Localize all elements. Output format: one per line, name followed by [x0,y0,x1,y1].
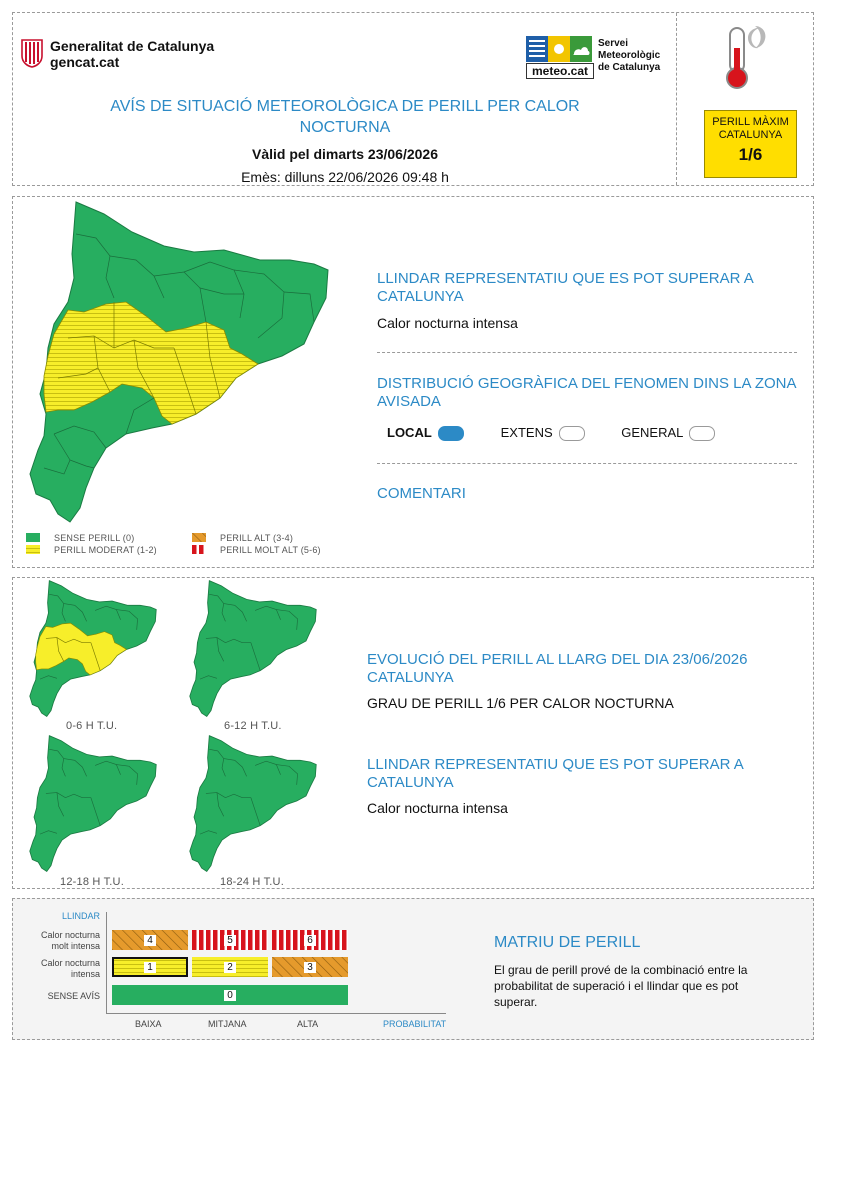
smc-name-1: Servei [598,38,629,49]
legend-high-label: PERILL ALT (3-4) [220,533,294,543]
gencat-emblem-icon [20,38,44,68]
distribution-local[interactable] [387,425,497,441]
distribution-title: DISTRIBUCIÓ GEOGRÀFICA DEL FENOMEN DINS LA ZONA AVISADA [377,375,796,410]
matrix-cell-0-value: 0 [224,990,236,1001]
legend-swatch-green [26,533,40,542]
matrix-row1-label [20,930,100,952]
matrix-cell-2-value: 2 [224,962,236,973]
matrix-x-baixa: BAIXA [135,1019,162,1029]
matrix-cell-0 [112,985,348,1005]
threshold-title: LLINDAR REPRESENTATIU QUE ES POT SUPERAR A CATALUNYA [377,270,753,305]
distribution-local-label: LOCAL [387,425,432,440]
max-hazard-value: 1/6 [738,145,763,164]
evolution-value: GRAU DE PERILL 1/6 PER CALOR NOCTURNA [367,695,674,711]
catalonia-main-map [14,198,344,528]
threshold-title-2: LLINDAR REPRESENTATIU QUE ES POT SUPERAR A CATALUNYA [367,756,743,791]
divider [377,352,797,353]
distribution-general-label: GENERAL [621,425,684,440]
matrix-row2-line1: Calor nocturna [40,958,100,968]
map-label-18-24: 18-24 H T.U. [220,876,284,888]
distribution-extens[interactable] [501,425,618,441]
matrix-cell-2 [192,957,268,977]
legend-moderate-label: PERILL MODERAT (1-2) [54,545,157,555]
matrix-row3-label: SENSE AVÍS [47,991,100,1001]
matrix-title: MATRIU DE PERILL [494,934,641,951]
distribution-extens-label: EXTENS [500,425,553,440]
matrix-y-axis [106,912,107,1014]
map-18-24h [178,734,328,874]
matrix-row2-label [20,958,100,980]
matrix-description: El grau de perill prové de la combinació entre la probabilitat de superació i el llindar que es pot superar. [494,963,748,1009]
general-toggle[interactable] [689,426,715,441]
gencat-logo [20,38,220,72]
extens-toggle[interactable] [559,426,585,441]
max-hazard-label-1: PERILL MÀXIM [712,116,789,128]
matrix-cell-6 [272,930,348,950]
legend-very-high-label: PERILL MOLT ALT (5-6) [220,545,321,555]
matrix-x-mitjana: MITJANA [208,1019,247,1029]
local-toggle[interactable] [438,426,464,441]
matrix-cell-4 [112,930,188,950]
map-6-12h [178,579,328,719]
matrix-cell-1 [112,957,188,977]
page-title [40,96,650,138]
page-title-line2: NOCTURNA [299,119,391,136]
thermometer-moon-icon [722,22,772,92]
matrix-cell-3 [272,957,348,977]
map-label-12-18: 12-18 H T.U. [60,876,124,888]
max-hazard-label-2: CATALUNYA [718,129,783,141]
meteocat-logo [526,36,676,80]
threshold-value-2: Calor nocturna intensa [367,800,508,816]
comments-title: COMENTARI [377,485,466,502]
gencat-url: gencat.cat [50,54,120,70]
matrix-cell-5 [192,930,268,950]
smc-name-2: Meteorològic [598,50,661,61]
distribution-general[interactable] [621,425,715,441]
matrix-row1-line2: molt intensa [51,941,100,951]
matrix-llindar-label: LLINDAR [61,911,100,921]
matrix-x-axis [106,1013,446,1014]
meteocat-text: meteo.cat [526,63,594,79]
matrix-cell-1-value: 1 [144,962,156,973]
map-0-6h [18,579,168,719]
legend-swatch-orange [192,533,206,542]
meteocat-weather-icon [526,36,592,62]
legend-swatch-red [192,545,206,554]
matrix-cell-6-value: 6 [304,935,316,946]
distribution-options [387,425,715,441]
map-12-18h [18,734,168,874]
threshold-value: Calor nocturna intensa [377,315,518,331]
gencat-name: Generalitat de Catalunya [50,38,215,54]
max-hazard-box [704,110,797,178]
map-label-0-6: 0-6 H T.U. [66,720,118,732]
matrix-x-alta: ALTA [297,1019,319,1029]
matrix-x-probabilitat: PROBABILITAT [383,1019,447,1029]
smc-name-3: de Catalunya [598,62,661,73]
matrix-cell-3-value: 3 [304,962,316,973]
issued-date: Emès: dilluns 22/06/2026 09:48 h [241,169,449,185]
valid-date: Vàlid pel dimarts 23/06/2026 [252,146,438,162]
page-title-line1: AVÍS DE SITUACIÓ METEOROLÒGICA DE PERILL PER CALOR [110,98,580,115]
matrix-row1-line1: Calor nocturna [40,930,100,940]
header-divider [676,13,677,185]
legend-none-label: SENSE PERILL (0) [54,533,135,543]
matrix-cell-4-value: 4 [144,935,156,946]
matrix-row2-line2: intensa [70,969,100,979]
evolution-title: EVOLUCIÓ DEL PERILL AL LLARG DEL DIA 23/06/2026 CATALUNYA [367,651,748,686]
divider [377,463,797,464]
legend-swatch-yellow [26,545,40,554]
map-label-6-12: 6-12 H T.U. [224,720,282,732]
matrix-cell-5-value: 5 [224,935,236,946]
